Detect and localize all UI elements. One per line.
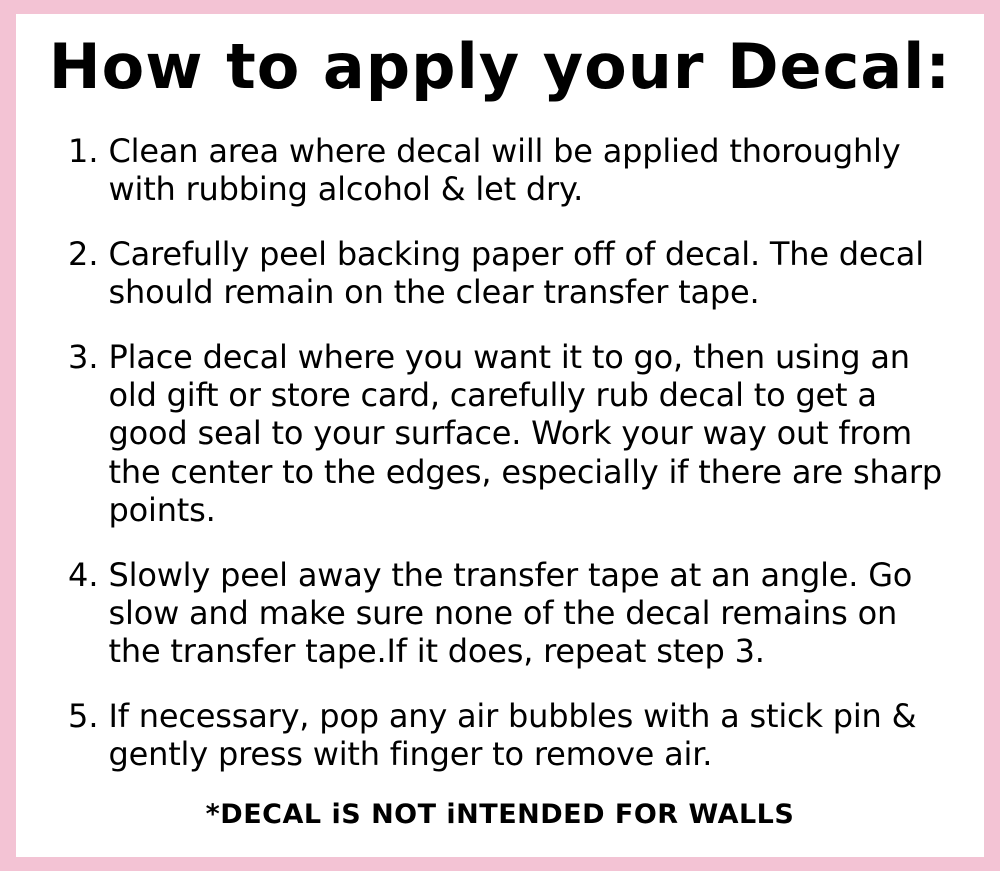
step-text: Carefully peel backing paper off of decal. The decal should remain on the clear transfer tape. — [108, 234, 924, 312]
list-item — [68, 697, 948, 774]
step-number: 3. — [68, 337, 99, 376]
step-text: Clean area where decal will be applied thoroughly with rubbing alcohol & let dry. — [108, 132, 901, 209]
step-text: Place decal where you want it to go, then using an old gift or store card, carefully rub decal to get a good seal to your surface. Work your way out from the center to the edges, especially if there are sharp points. — [108, 337, 942, 530]
list-item — [68, 132, 948, 209]
list-item — [68, 338, 948, 530]
footer-note: *DECAL iS NOT iNTENDED FOR WALLS — [205, 799, 795, 831]
list-item — [68, 556, 948, 671]
step-number: 2. — [68, 234, 99, 273]
step-number: 1. — [68, 132, 99, 170]
step-text: If necessary, pop any air bubbles with a stick pin & gently press with finger to remove air. — [108, 696, 917, 774]
instruction-card — [16, 14, 984, 857]
step-number: 5. — [68, 696, 99, 735]
steps-list — [16, 132, 984, 773]
step-number: 4. — [68, 555, 99, 594]
page-title: How to apply your Decal: — [48, 30, 952, 103]
list-item — [68, 235, 948, 312]
step-text: Slowly peel away the transfer tape at an angle. Go slow and make sure none of the decal remains on the transfer tape.If it does, repeat step 3. — [108, 555, 913, 671]
